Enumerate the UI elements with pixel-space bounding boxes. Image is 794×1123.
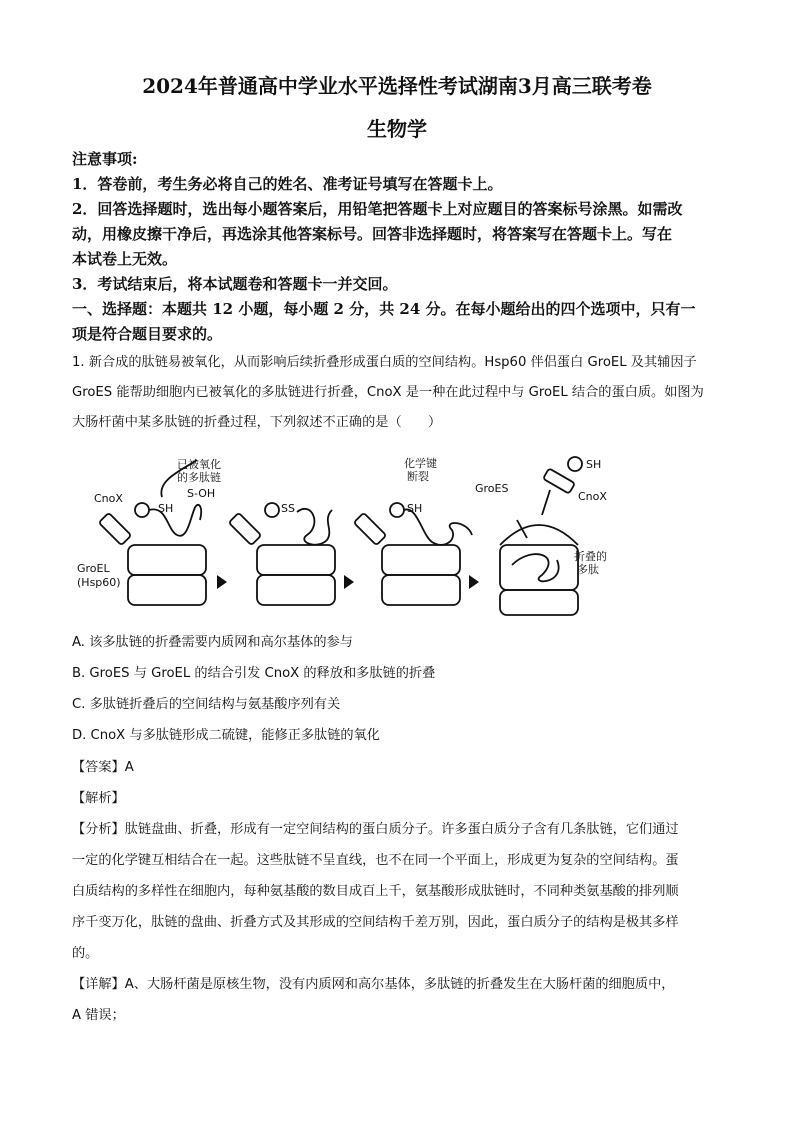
label-sh-2: SH [407, 502, 423, 515]
notice-item-2-cont: 本试卷上无效。 [72, 250, 178, 268]
label-ss: SS [281, 502, 295, 515]
option-b: B. GroES 与 GroEL 的结合引发 CnoX 的释放和多肽链的折叠 [72, 666, 436, 681]
notice-item-2: 2．回答选择题时，选出每小题答案后，用铅笔把答题卡上对应题目的答案标号涂黑。如需改 [72, 200, 683, 218]
analysis-text: 序千变万化，肽链的盘曲、折叠方式及其形成的空间结构千差万别，因此，蛋白质分子的结构是极其多样 [72, 915, 679, 930]
label-oxidized-2: 的多肽链 [177, 471, 221, 484]
question-stem: 大肠杆菌中某多肽链的折叠过程，下列叙述不正确的是（ ） [72, 415, 442, 430]
label-sh: SH [158, 502, 174, 515]
section-heading: 一、选择题：本题共 12 小题，每小题 2 分，共 24 分。在每小题给出的四个选项中，只有一 [72, 300, 696, 318]
option-c: C. 多肽链折叠后的空间结构与氨基酸序列有关 [72, 697, 341, 712]
label-soh: S-OH [187, 487, 216, 500]
analysis-text: 的。 [72, 946, 99, 961]
label-groel: GroEL [77, 562, 110, 575]
label-hsp60: (Hsp60) [77, 576, 121, 589]
notice-item-2-cont: 动，用橡皮擦干净后，再选涂其他答案标号。回答非选择题时，将答案写在答题卡上。写在 [72, 225, 673, 243]
label-oxidized: 已被氧化 [177, 458, 221, 471]
label-folded: 折叠的 [574, 550, 607, 563]
question-stem: 1. 新合成的肽链易被氧化，从而影响后续折叠形成蛋白质的空间结构。Hsp60 伴侣蛋白 GroEL 及其辅因子 [72, 355, 697, 370]
answer: 【答案】A [72, 760, 134, 775]
label-sh-3: SH [586, 458, 602, 471]
section-heading-cont: 项是符合题目要求的。 [72, 325, 223, 343]
notice-item-3: 3．考试结束后，将本试题卷和答题卡一并交回。 [72, 275, 398, 293]
analysis-heading: 【解析】 [72, 791, 125, 806]
analysis-text: 【分析】肽链盘曲、折叠，形成有一定空间结构的蛋白质分子。许多蛋白质分子含有几条肽链，它们通过 [72, 822, 679, 837]
option-a: A. 该多肽链的折叠需要内质网和高尔基体的参与 [72, 635, 353, 650]
label-groes: GroES [475, 482, 509, 495]
label-folded-2: 多肽 [577, 563, 599, 576]
exam-title: 2024年普通高中学业水平选择性考试湖南3月高三联考卷 [142, 74, 652, 98]
subject-title: 生物学 [367, 117, 427, 141]
question-stem: GroES 能帮助细胞内已被氧化的多肽链进行折叠，CnoX 是一种在此过程中与 GroEL 结合的蛋白质。如图为 [72, 385, 704, 400]
analysis-text: 白质结构的多样性在细胞内，每种氨基酸的数目成百上千，氨基酸形成肽链时，不同种类氨基酸的排列顺 [72, 884, 679, 899]
label-bond-break: 化学键 [404, 457, 437, 470]
analysis-text: 一定的化学键互相结合在一起。这些肽链不呈直线，也不在同一个平面上，形成更为复杂的空间结构。蛋 [72, 853, 679, 868]
folding-process-diagram [72, 450, 732, 620]
detail-text: 【详解】A、大肠杆菌是原核生物，没有内质网和高尔基体，多肽链的折叠发生在大肠杆菌的细胞质中， [72, 977, 675, 992]
label-cnox: CnoX [94, 492, 123, 505]
notice-heading: 注意事项: [72, 150, 138, 168]
label-bond-break-2: 断裂 [407, 470, 429, 483]
detail-text: A 错误； [72, 1008, 125, 1023]
label-cnox-2: CnoX [578, 490, 607, 503]
option-d: D. CnoX 与多肽链形成二硫键，能修正多肽链的氧化 [72, 728, 380, 743]
notice-item-1: 1．答卷前，考生务必将自己的姓名、准考证号填写在答题卡上。 [72, 175, 503, 193]
